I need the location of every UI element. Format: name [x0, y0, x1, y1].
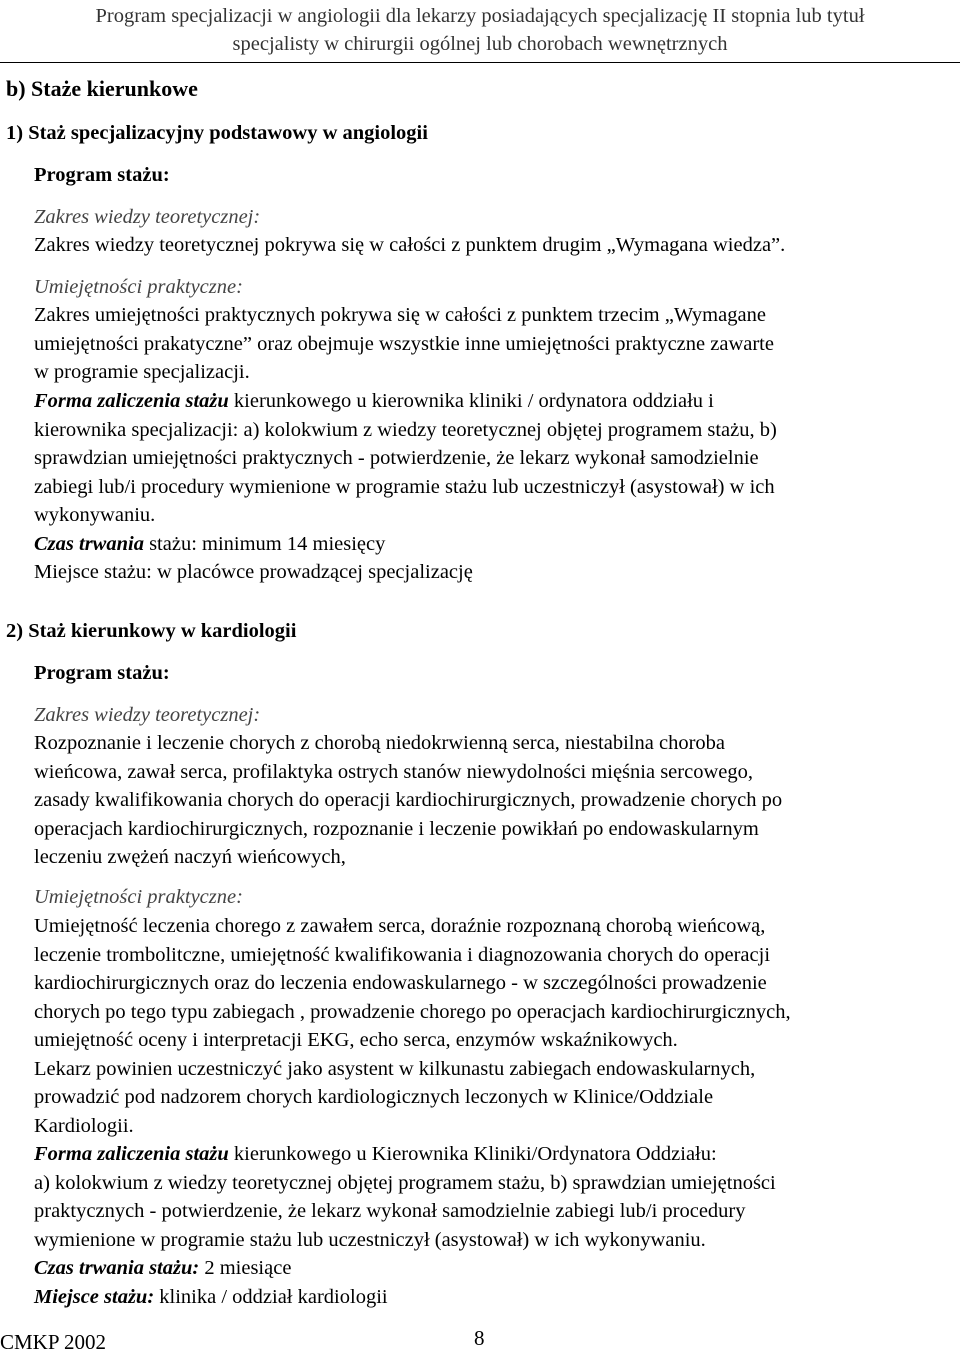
staz2-program-label: Program stażu: — [34, 662, 170, 684]
text-line: sprawdzian umiejętności praktycznych - potwierdzenie, że lekarz wykonał samodzielnie — [34, 447, 759, 469]
forma-first-line — [34, 387, 958, 416]
text-line: kardiochirurgicznych oraz do leczenia endowaskularnego - w szczególności prowadzenie — [34, 972, 767, 994]
header-line-1: Program specjalizacji w angiologii dla lekarzy posiadających specjalizację II stopnia lub tytuł — [95, 5, 865, 27]
text-line: a) kolokwium z wiedzy teoretycznej objętej programem stażu, b) sprawdzian umiejętności — [34, 1171, 776, 1194]
czas-label: Czas trwania stażu: — [34, 1257, 200, 1279]
text-line: zasady kwalifikowania chorych do operacji kardiochirurgicznych, prowadzenie chorych po — [34, 789, 783, 811]
text-line: leczeniu zwężeń naczyń wieńcowych, — [34, 846, 346, 868]
text-line: wykonywaniu. — [34, 504, 156, 526]
staz1-program-label: Program stażu: — [34, 164, 170, 186]
text-line: Kardiologii. — [34, 1114, 134, 1137]
text-line: wieńcowa, zawał serca, profilaktyka ostrych stanów niewydolności mięśnia sercowego, — [34, 760, 753, 783]
text-line: operacjach kardiochirurgicznych, rozpoznanie i leczenie powikłań po endowaskularnym — [34, 817, 759, 840]
staz1-wiedza-label: Zakres wiedzy teoretycznej: — [34, 206, 261, 228]
miejsce-line — [34, 1283, 958, 1312]
text-line: Rozpoznanie i leczenie chorych z chorobą niedokrwienną serca, niestabilna choroba — [34, 732, 725, 754]
header-divider — [0, 62, 960, 63]
forma-label: Forma zaliczenia stażu — [34, 390, 229, 412]
staz1-umiejetnosci-text — [34, 301, 958, 387]
staz1-wiedza-text: Zakres wiedzy teoretycznej pokrywa się w całości z punktem drugim „Wymagana wiedza”. — [34, 234, 786, 256]
footer-left: CMKP 2002 — [0, 1330, 106, 1354]
forma-label: Forma zaliczenia stażu — [34, 1143, 229, 1165]
miejsce-text: klinika / oddział kardiologii — [154, 1285, 388, 1308]
czas-text: stażu: minimum 14 miesięcy — [143, 532, 386, 555]
czas-label: Czas trwania — [34, 532, 144, 555]
staz2-umiejetnosci-text — [34, 912, 958, 1311]
text-line: zabiegi lub/i procedury wymienione w programie stażu lub uczestniczył (asystował) w ich — [34, 475, 775, 498]
staz2-umiejetnosci-label: Umiejętności praktyczne: — [34, 886, 243, 908]
text-line: prowadzić pod nadzorem chorych kardiologicznych leczonych w Klinice/Oddziale — [34, 1086, 714, 1108]
text-line: Umiejętność leczenia chorego z zawałem serca, doraźnie rozpoznaną chorobą wieńcową, — [34, 915, 766, 937]
text-line: kierownika specjalizacji: a) kolokwium z wiedzy teoretycznej objętej programem stażu, b) — [34, 418, 777, 441]
staz2-title: 2) Staż kierunkowy w kardiologii — [6, 620, 297, 642]
text-line: leczenie trombolitczne, umiejętność kwalifikowania i diagnozowania chorych do operacji — [34, 943, 771, 966]
staz1-title: 1) Staż specjalizacyjny podstawowy w angiologii — [6, 122, 428, 144]
staz2-wiedza-text — [34, 729, 958, 872]
miejsce-label: Miejsce stażu: — [34, 1285, 155, 1308]
miejsce-line: Miejsce stażu: w placówce prowadzącej specjalizację — [34, 561, 473, 583]
forma-first-text: kierunkowego u Kierownika Kliniki/Ordynatora Oddziału: — [228, 1143, 717, 1165]
text-line: chorych po tego typu zabiegach , prowadzenie chorego po operacjach kardiochirurgicznych, — [34, 1000, 791, 1023]
text-line: umiejętności prakatyczne” oraz obejmuje wszystkie inne umiejętności praktyczne zawarte — [34, 332, 774, 355]
staz1-umiejetnosci-label: Umiejętności praktyczne: — [34, 276, 243, 298]
running-header — [0, 2, 960, 58]
text-line: Zakres umiejętności praktycznych pokrywa się w całości z punktem trzecim „Wymagane — [34, 304, 766, 326]
czas-line — [34, 1254, 958, 1283]
text-line: umiejętność oceny i interpretacji EKG, echo serca, enzymów wskaźnikowych. — [34, 1029, 678, 1051]
forma-first-text: kierunkowego u kierownika kliniki / ordynatora oddziału i — [228, 390, 714, 412]
page-number: 8 — [474, 1326, 485, 1350]
staz2-wiedza-label: Zakres wiedzy teoretycznej: — [34, 704, 261, 726]
text-line: w programie specjalizacji. — [34, 361, 250, 383]
czas-line — [34, 530, 958, 559]
czas-text: 2 miesiące — [199, 1257, 292, 1279]
text-line: wymienione w programie stażu lub uczestniczył (asystował) w ich wykonywaniu. — [34, 1228, 706, 1251]
forma-first-line — [34, 1140, 958, 1169]
staz1-forma — [34, 387, 958, 587]
text-line: Lekarz powinien uczestniczyć jako asystent w kilkunastu zabiegach endowaskularnych, — [34, 1057, 756, 1080]
header-line-2: specjalisty w chirurgii ogólnej lub chorobach wewnętrznych — [232, 33, 728, 55]
text-line: praktycznych - potwierdzenie, że lekarz wykonał samodzielnie zabiegi lub/i procedury — [34, 1200, 746, 1222]
section-b-title: b) Staże kierunkowe — [6, 76, 198, 101]
